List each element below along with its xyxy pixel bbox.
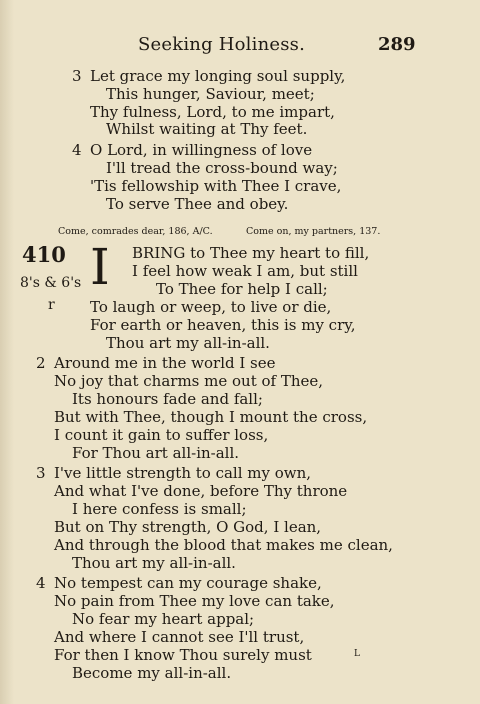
- verse-line: I count it gain to suffer loss,: [54, 426, 269, 444]
- side-mark: r: [48, 297, 55, 313]
- verse-line: To laugh or weep, to live or die,: [90, 298, 332, 316]
- verse-line: Thou art my all-in-all.: [72, 554, 236, 572]
- verse-line: But on Thy strength, O God, I lean,: [54, 518, 322, 536]
- tune-left: Come, comrades dear, 186, A/C.: [58, 226, 213, 237]
- page-title: Seeking Holiness.: [138, 34, 306, 55]
- hymn-meter: 8's & 6's: [20, 275, 82, 291]
- verse-line: But with Thee, though I mount the cross,: [54, 408, 368, 426]
- tune-right: Come on, my partners, 137.: [246, 226, 381, 237]
- tune-references: [58, 226, 408, 240]
- verse-line: And where I cannot see I'll trust,: [54, 628, 305, 646]
- verse-number: 3: [72, 67, 82, 85]
- verse-line: And what I've done, before Thy throne: [54, 482, 348, 500]
- verse-line: To Thee for help I call;: [156, 280, 328, 298]
- verse-line: For earth or heaven, this is my cry,: [90, 316, 356, 334]
- verse-line: Thou art my all-in-all.: [106, 334, 270, 352]
- verse-line: O Lord, in willingness of love: [90, 141, 313, 159]
- verse-number: 4: [72, 141, 82, 159]
- verse-line: Its honours fade and fall;: [72, 390, 263, 408]
- verse-line: 'Tis fellowship with Thee I crave,: [90, 177, 342, 195]
- verse-line: Become my all-in-all.: [72, 664, 232, 682]
- verse-line: No pain from Thee my love can take,: [54, 592, 335, 610]
- verse-line: Let grace my longing soul supply,: [90, 67, 346, 85]
- verse-line: No fear my heart appal;: [72, 610, 255, 628]
- drop-cap: I: [90, 238, 110, 296]
- verse-line: To serve Thee and obey.: [106, 195, 289, 213]
- verse-number: 3: [36, 464, 46, 482]
- signature-mark: L: [354, 649, 360, 659]
- verse-number: 4: [36, 574, 46, 592]
- verse-line: For then I know Thou surely must: [54, 646, 312, 664]
- verse-line: I here confess is small;: [72, 500, 247, 518]
- page-header: [0, 34, 480, 56]
- page-number: 289: [378, 34, 416, 55]
- verse-line: I'll tread the cross-bound way;: [106, 159, 338, 177]
- verse-line: No tempest can my courage shake,: [54, 574, 322, 592]
- verse-line: No joy that charms me out of Thee,: [54, 372, 324, 390]
- verse-line: Thy fulness, Lord, to me impart,: [90, 103, 335, 121]
- verse-number: 2: [36, 354, 46, 372]
- hymn-number: 410: [22, 242, 66, 267]
- verse-line: I feel how weak I am, but still: [132, 262, 358, 280]
- page-edge-shadow: [0, 0, 14, 704]
- verse-line: I've little strength to call my own,: [54, 464, 312, 482]
- verse-line: Whilst waiting at Thy feet.: [106, 120, 308, 138]
- verse-line: And through the blood that makes me clean,: [54, 536, 393, 554]
- verse-line: BRING to Thee my heart to fill,: [132, 244, 370, 262]
- verse-line: For Thou art all-in-all.: [72, 444, 240, 462]
- verse-line: Around me in the world I see: [54, 354, 276, 372]
- verse-line: This hunger, Saviour, meet;: [106, 85, 315, 103]
